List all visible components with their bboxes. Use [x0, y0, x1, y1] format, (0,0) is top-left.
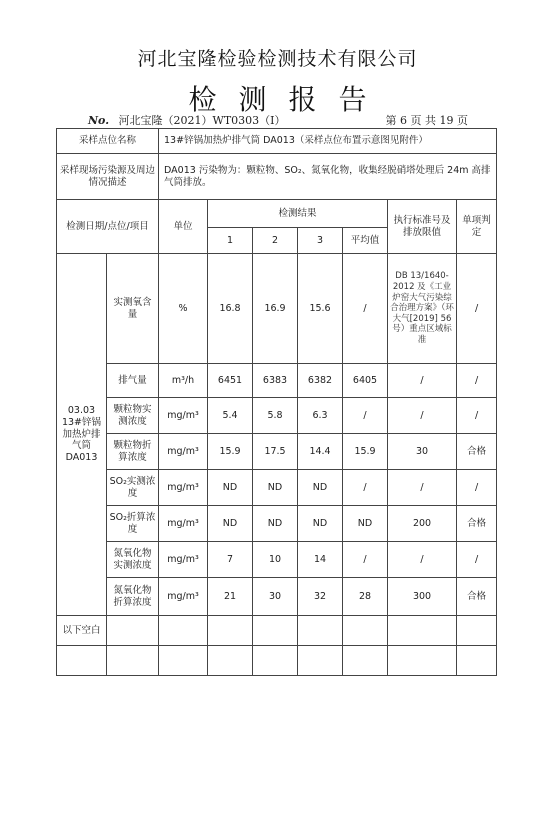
judgement: / [457, 470, 497, 506]
empty-cell [298, 616, 343, 646]
average: 28 [343, 578, 388, 616]
unit: m³/h [159, 364, 208, 398]
unit: % [159, 254, 208, 364]
result-1: 5.4 [208, 398, 253, 434]
result-3-header: 3 [298, 228, 343, 254]
average-header: 平均值 [343, 228, 388, 254]
standard-limit: / [388, 398, 457, 434]
result-3: 15.6 [298, 254, 343, 364]
empty-cell [457, 646, 497, 676]
standard-limit: / [388, 470, 457, 506]
result-2: ND [253, 506, 298, 542]
result-1: 16.8 [208, 254, 253, 364]
result-3: 6382 [298, 364, 343, 398]
report-no-label: No. [88, 114, 110, 127]
average: 15.9 [343, 434, 388, 470]
result-1-header: 1 [208, 228, 253, 254]
average: / [343, 398, 388, 434]
blank-note-row [57, 616, 497, 646]
table-row [57, 364, 497, 398]
blank-note: 以下空白 [57, 616, 107, 646]
result-2: 17.5 [253, 434, 298, 470]
empty-cell [208, 616, 253, 646]
report-number: 河北宝隆（2021）WT0303（Ⅰ） [118, 114, 286, 127]
empty-cell [253, 616, 298, 646]
standard-limit: / [388, 542, 457, 578]
average: / [343, 470, 388, 506]
judgement-header: 单项判定 [457, 200, 497, 254]
table-row [57, 542, 497, 578]
item-name: 氮氧化物实测浓度 [107, 542, 159, 578]
judgement: / [457, 542, 497, 578]
empty-cell [159, 616, 208, 646]
judgement: / [457, 254, 497, 364]
judgement: / [457, 364, 497, 398]
result-1: 7 [208, 542, 253, 578]
result-3: 32 [298, 578, 343, 616]
report-table [56, 128, 497, 676]
unit: mg/m³ [159, 578, 208, 616]
standard-limit: 30 [388, 434, 457, 470]
source-value: DA013 污染物为：颗粒物、SO₂、氮氧化物，收集经脱硝塔处理后 24m 高排气筒排放。 [159, 154, 497, 200]
item-name: 氮氧化物折算浓度 [107, 578, 159, 616]
result-2: 30 [253, 578, 298, 616]
result-3: ND [298, 470, 343, 506]
header-row-1 [57, 200, 497, 228]
item-name: 颗粒物实测浓度 [107, 398, 159, 434]
item-name: SO₂折算浓度 [107, 506, 159, 542]
average: 6405 [343, 364, 388, 398]
table-row [57, 578, 497, 616]
standard-limit: DB 13/1640-2012 及《工业炉窑大气污染综合治理方案》（环大气[2019] 56 号）重点区域标准 [388, 254, 457, 364]
results-header: 检测结果 [208, 200, 388, 228]
result-3: 14.4 [298, 434, 343, 470]
average: ND [343, 506, 388, 542]
empty-cell [388, 646, 457, 676]
standard-header: 执行标准号及排放限值 [388, 200, 457, 254]
empty-row [57, 646, 497, 676]
item-name: 颗粒物折算浓度 [107, 434, 159, 470]
average: / [343, 254, 388, 364]
result-3: ND [298, 506, 343, 542]
empty-cell [253, 646, 298, 676]
result-3: 6.3 [298, 398, 343, 434]
judgement: 合格 [457, 506, 497, 542]
judgement: / [457, 398, 497, 434]
unit: mg/m³ [159, 506, 208, 542]
result-1: 6451 [208, 364, 253, 398]
company-name: 河北宝隆检验检测技术有限公司 [137, 48, 418, 70]
location-value: 13#锌锅加热炉排气筒 DA013（采样点位布置示意图见附件） [159, 129, 497, 154]
table-row [57, 254, 497, 364]
result-2: 6383 [253, 364, 298, 398]
empty-cell [457, 616, 497, 646]
empty-cell [159, 646, 208, 676]
empty-cell [343, 616, 388, 646]
judgement: 合格 [457, 578, 497, 616]
standard-limit: / [388, 364, 457, 398]
source-row [57, 154, 497, 200]
table-row [57, 470, 497, 506]
result-2: ND [253, 470, 298, 506]
unit: mg/m³ [159, 542, 208, 578]
average: / [343, 542, 388, 578]
sample-point: 03.03 13#锌锅加热炉排气筒 DA013 [57, 254, 107, 616]
result-3: 14 [298, 542, 343, 578]
unit: mg/m³ [159, 398, 208, 434]
standard-limit: 300 [388, 578, 457, 616]
empty-cell [298, 646, 343, 676]
result-1: 15.9 [208, 434, 253, 470]
empty-cell [208, 646, 253, 676]
report-title: 检测报告 [188, 83, 389, 116]
item-name: 实测氧含量 [107, 254, 159, 364]
standard-limit: 200 [388, 506, 457, 542]
result-2: 10 [253, 542, 298, 578]
result-1: ND [208, 506, 253, 542]
result-2: 16.9 [253, 254, 298, 364]
empty-cell [107, 616, 159, 646]
unit: mg/m³ [159, 434, 208, 470]
page-info: 第 6 页 共 19 页 [385, 114, 468, 127]
table-row [57, 434, 497, 470]
report-meta [88, 112, 468, 128]
result-1: ND [208, 470, 253, 506]
result-2: 5.8 [253, 398, 298, 434]
empty-cell [57, 646, 107, 676]
result-2-header: 2 [253, 228, 298, 254]
location-row [57, 129, 497, 154]
item-name: 排气量 [107, 364, 159, 398]
result-1: 21 [208, 578, 253, 616]
table-row [57, 506, 497, 542]
location-label: 采样点位名称 [57, 129, 159, 154]
empty-cell [107, 646, 159, 676]
date-point-item-header: 检测日期/点位/项目 [57, 200, 159, 254]
empty-cell [388, 616, 457, 646]
judgement: 合格 [457, 434, 497, 470]
table-row [57, 398, 497, 434]
item-name: SO₂实测浓度 [107, 470, 159, 506]
unit-header: 单位 [159, 200, 208, 254]
empty-cell [343, 646, 388, 676]
source-label: 采样现场污染源及周边情况描述 [57, 154, 159, 200]
unit: mg/m³ [159, 470, 208, 506]
